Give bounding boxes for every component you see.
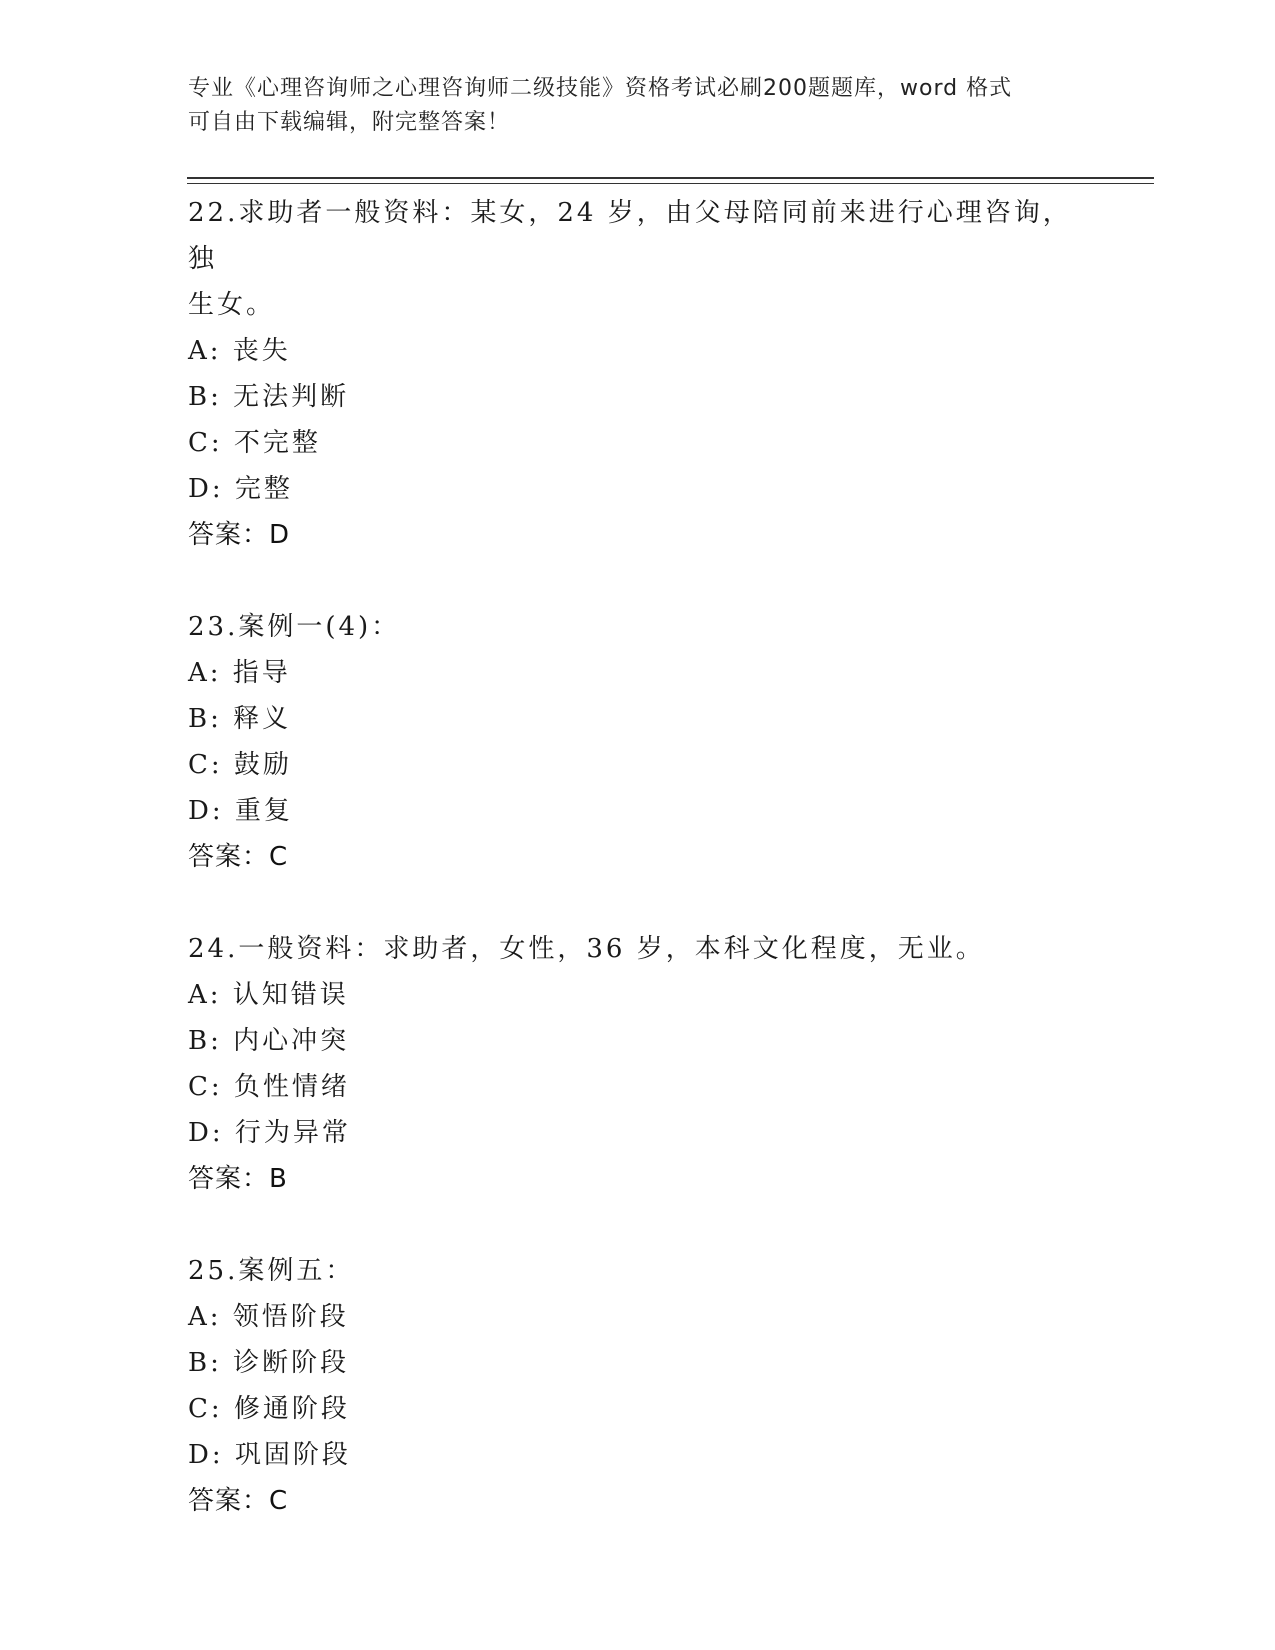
option-a: A: 领悟阶段 [188,1302,349,1332]
question-23 [188,604,1088,880]
header-rule-thin [187,183,1154,184]
answer-line: 答案：D [188,520,291,550]
question-list [188,190,1088,1570]
option-b: B: 无法判断 [188,382,350,412]
question-stem: 23.案例一(4)： [188,612,401,642]
option-a: A: 指导 [188,658,291,688]
option-d: D: 重复 [188,796,293,826]
question-stem [188,190,1088,328]
question-22 [188,190,1088,558]
header-rule-thick [187,177,1154,179]
question-stem-line-2: 生女。 [188,290,276,320]
question-stem-line-1: 22.求助者一般资料：某女，24 岁，由父母陪同前来进行心理咨询，独 [188,198,1072,274]
header-line-2: 可自由下载编辑，附完整答案！ [188,110,511,135]
question-24 [188,926,1088,1202]
option-c: C: 不完整 [188,428,321,458]
option-b: B: 诊断阶段 [188,1348,350,1378]
question-stem: 25.案例五： [188,1256,355,1286]
header-line-1: 专业《心理咨询师之心理咨询师二级技能》资格考试必刷200题题库，word 格式 [188,76,1013,101]
option-c: C: 鼓励 [188,750,292,780]
option-b: B: 释义 [188,704,292,734]
option-c: C: 负性情绪 [188,1072,350,1102]
option-b: B: 内心冲突 [188,1026,350,1056]
document-header [188,72,1088,140]
option-a: A: 认知错误 [188,980,349,1010]
option-a: A: 丧失 [188,336,291,366]
answer-line: 答案：C [188,842,289,872]
question-stem: 24.一般资料：求助者，女性，36 岁，本科文化程度，无业。 [188,934,985,964]
option-d: D: 完整 [188,474,293,504]
question-25 [188,1248,1088,1524]
answer-line: 答案：C [188,1486,289,1516]
option-d: D: 巩固阶段 [188,1440,351,1470]
answer-line: 答案：B [188,1164,288,1194]
option-d: D: 行为异常 [188,1118,351,1148]
option-c: C: 修通阶段 [188,1394,350,1424]
